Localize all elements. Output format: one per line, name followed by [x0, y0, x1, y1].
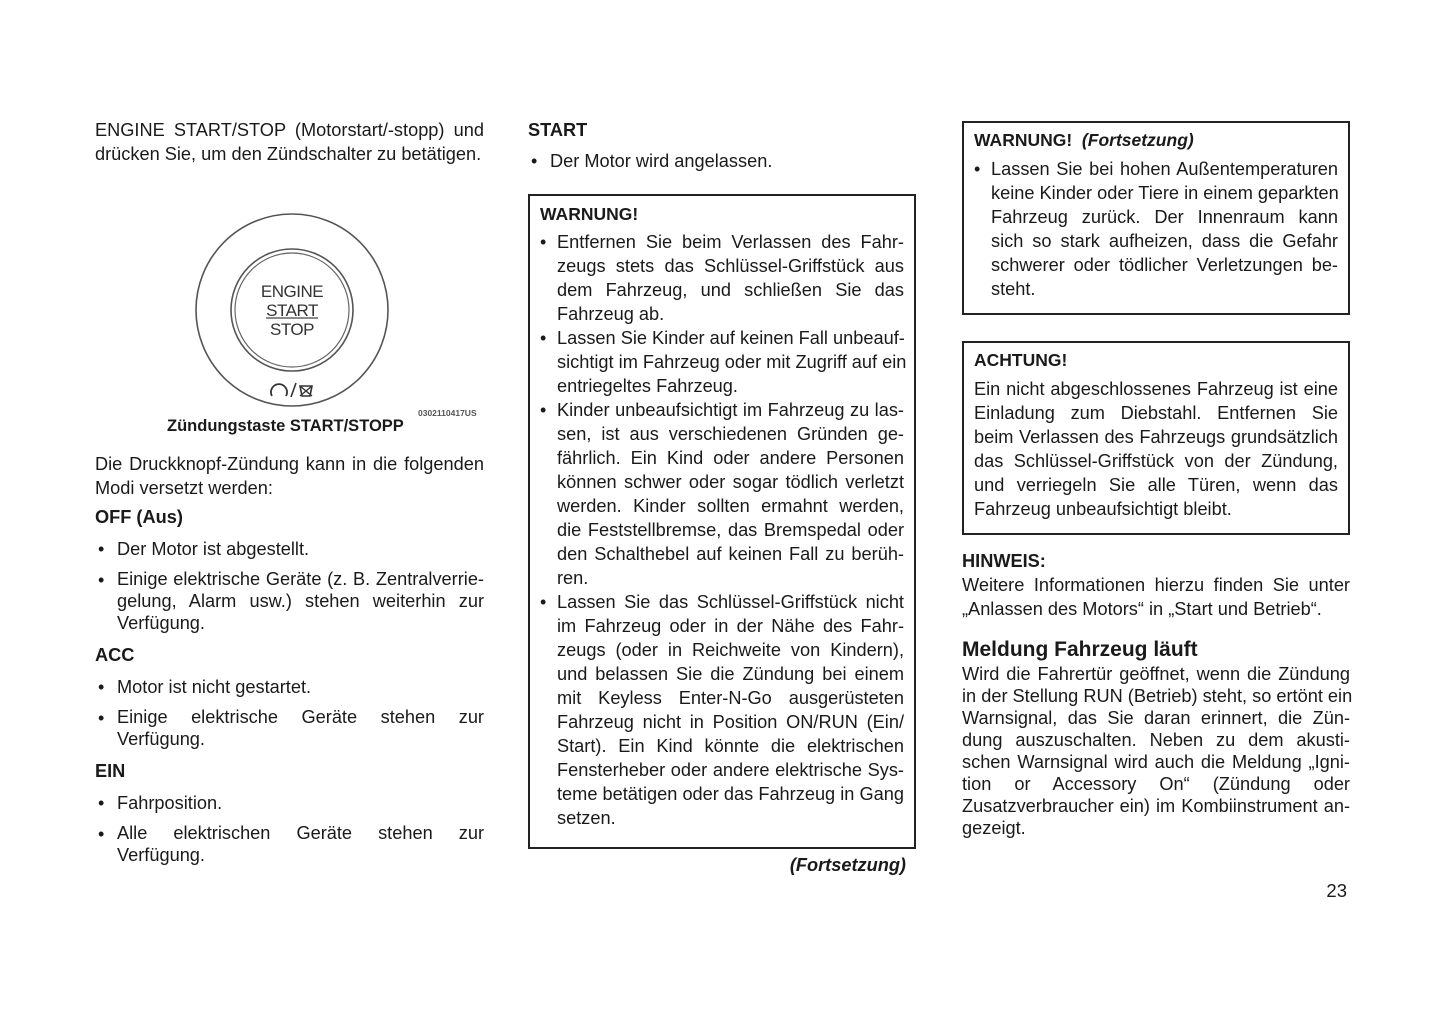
bullet-icon: •	[540, 592, 547, 612]
bullet-icon: •	[540, 328, 547, 348]
bullet-icon: •	[98, 539, 105, 559]
text-line: dem Fahrzeug, und schließen Sie das	[557, 280, 904, 300]
text-line: im Fahrzeug oder in der Nähe des Fahr-	[557, 616, 904, 636]
button-label-stop: STOP	[270, 320, 314, 339]
text-line: Fahrzeug ab.	[557, 304, 665, 324]
text-line: keine Kinder oder Tiere in einem geparkten	[991, 183, 1339, 203]
text-line: Lassen Sie Kinder auf keinen Fall unbeauf-	[557, 328, 905, 348]
section-heading-start: START	[528, 120, 588, 140]
list-item	[95, 791, 484, 815]
section-heading-ein: EIN	[95, 761, 126, 781]
text-line: Alle elektrischen Geräte stehen zur	[117, 823, 484, 843]
bullet-icon: •	[98, 824, 105, 844]
list-item	[540, 590, 904, 830]
warning-bullets	[540, 230, 907, 830]
list-item	[95, 537, 484, 561]
list-item	[95, 706, 484, 750]
modes-intro	[95, 452, 484, 500]
text-line: tion or Accessory On“ (Zündung oder	[962, 774, 1350, 794]
bullet-icon: •	[98, 793, 105, 813]
bullet-icon: •	[98, 570, 105, 590]
text-line: Fahrzeug nicht in Position ON/RUN (Ein/	[557, 712, 904, 732]
text-line: ENGINE START/STOP (Motorstart/-stopp) und	[95, 120, 484, 140]
warning-continued-title	[974, 128, 1194, 152]
figure-id: 0302110417US	[418, 408, 477, 418]
text-line: das Schlüssel-Griffstück von der Zündung,	[974, 451, 1338, 471]
text-line: Wird die Fahrertür geöffnet, wenn die Zündung	[962, 664, 1350, 684]
text-line: steht.	[991, 279, 1036, 299]
caution-title: ACHTUNG!	[974, 350, 1068, 370]
text-line: Start). Ein Kind könnte die elektrischen	[557, 736, 904, 756]
text-line: Lassen Sie bei hohen Außentemperaturen	[991, 159, 1338, 179]
warning-title: WARNUNG!	[540, 204, 639, 224]
text-line: zeugs stets das Schlüssel-Griffstück aus	[557, 256, 904, 276]
text-line: zeugs (oder in Reichweite von Kindern),	[557, 640, 904, 660]
page-number: 23	[1326, 880, 1347, 901]
text-line: Ein nicht abgeschlossenes Fahrzeug ist eine	[974, 379, 1338, 399]
list-item	[974, 157, 1338, 301]
text-line: sichtigt im Fahrzeug oder mit Zugriff auf ein	[557, 352, 907, 372]
note-title: HINWEIS:	[962, 551, 1046, 571]
bullet-icon: •	[531, 151, 538, 171]
text-line: Modi versetzt werden:	[95, 478, 273, 498]
list-item	[95, 822, 484, 866]
vehicle-running-text	[962, 663, 1353, 839]
text-line: Einige elektrische Geräte stehen zur	[117, 707, 484, 727]
text-line: schwerer oder tödlicher Verletzungen be-	[991, 255, 1338, 275]
text-line: ren.	[557, 568, 589, 588]
text-line: Der Motor ist abgestellt.	[117, 539, 310, 559]
text-line: entriegeltes Fahrzeug.	[557, 376, 738, 396]
text-line: in der Stellung RUN (Betrieb) steht, so ertönt ein	[962, 686, 1353, 706]
text-line: Entfernen Sie beim Verlassen des Fahr-	[557, 232, 904, 252]
warning-continued-box	[962, 121, 1350, 315]
text-line: sich so stark aufheizen, dass die Gefahr	[991, 231, 1338, 251]
text-line: dung auszuschalten. Neben zu dem akusti-	[962, 730, 1350, 750]
note-text	[962, 573, 1350, 621]
text-line: drücken Sie, um den Zündschalter zu betätigen.	[95, 144, 482, 164]
list-item	[540, 398, 904, 590]
text-line: Einladung zum Diebstahl. Entfernen Sie	[974, 403, 1338, 423]
text-line: Verfügung.	[117, 729, 205, 749]
text-line: fährlich. Ein Kind oder andere Personen	[557, 448, 904, 468]
text-line: den Schalthebel auf keinen Fall zu berüh-	[557, 544, 904, 564]
text-line: Fensterheber oder andere elektrische Sys-	[557, 760, 904, 780]
text-line: Zusatzverbraucher ein) im Kombiinstrument an-	[962, 796, 1350, 816]
text-line: Lassen Sie das Schlüssel-Griffstück nicht	[557, 592, 904, 612]
bullet-icon: •	[540, 400, 547, 420]
list-item	[528, 149, 916, 173]
text-line: die Feststellbremse, das Bremspedal oder	[557, 520, 904, 540]
text-line: können schwer oder sogar tödlich verletzt	[557, 472, 904, 492]
text-line: werden. Kinder sollten ermahnt werden,	[557, 496, 904, 516]
continued-label: (Fortsetzung)	[789, 855, 906, 875]
section-heading-vehicle-running: Meldung Fahrzeug läuft	[962, 638, 1198, 661]
text-line: mit Keyless Enter-N-Go ausgerüsteten	[557, 688, 904, 708]
text-line: Fahrzeug unbeaufsichtigt bleibt.	[974, 499, 1232, 519]
text-line: teme betätigen oder das Fahrzeug in Gang	[557, 784, 904, 804]
text-line: Fahrposition.	[117, 793, 223, 813]
caution-box	[962, 341, 1350, 535]
bullet-icon: •	[974, 159, 981, 179]
text-line: und verriegeln Sie alle Türen, wenn das	[974, 475, 1338, 495]
button-label-start: START	[266, 301, 318, 320]
caution-text	[974, 377, 1338, 521]
bullet-icon: •	[98, 708, 105, 728]
text-line: Kinder unbeaufsichtigt im Fahrzeug zu las-	[557, 400, 904, 420]
intro-paragraph	[95, 118, 484, 166]
list-item	[95, 568, 484, 634]
text-line: setzen.	[557, 808, 616, 828]
keyfob-brake-symbol-icon	[269, 378, 317, 400]
text-line: Verfügung.	[117, 845, 205, 865]
text-line: und belassen Sie die Zündung bei einem	[557, 664, 904, 684]
list-item	[95, 675, 484, 699]
warning-title-suffix: (Fortsetzung)	[1081, 130, 1194, 150]
bullet-icon: •	[98, 677, 105, 697]
text-line: Verfügung.	[117, 613, 205, 633]
text-line: Motor ist nicht gestartet.	[117, 677, 312, 697]
text-line: Weitere Informationen hierzu finden Sie unter	[962, 575, 1350, 595]
warning-title: WARNUNG!	[974, 130, 1073, 150]
list-item	[540, 230, 904, 326]
figure-caption: Zündungstaste START/STOPP	[167, 417, 404, 435]
section-heading-acc: ACC	[95, 645, 135, 665]
text-line: schen Warnsignal wird auch die Meldung „Igni-	[962, 752, 1350, 772]
text-line: beim Verlassen des Fahrzeugs grundsätzlich	[974, 427, 1338, 447]
text-line: Einige elektrische Geräte (z. B. Zentralverrie-	[117, 569, 484, 589]
text-line: gezeigt.	[962, 818, 1026, 838]
warning-box	[528, 194, 916, 849]
text-line: Warnsignal, das Sie daran erinnert, die Zün-	[962, 708, 1350, 728]
text-line: Der Motor wird angelassen.	[550, 151, 773, 171]
text-line: gelung, Alarm usw.) stehen weiterhin zur	[117, 591, 484, 611]
list-item	[540, 326, 907, 398]
text-line: sen, ist aus verschiedenen Gründen ge-	[557, 424, 904, 444]
text-line: „Anlassen des Motors“ in „Start und Betrieb“.	[962, 599, 1322, 619]
ignition-button-figure	[194, 212, 390, 408]
section-heading-off: OFF (Aus)	[95, 507, 183, 527]
text-line: Die Druckknopf-Zündung kann in die folgenden	[95, 454, 484, 474]
text-line: Fahrzeug zurück. Der Innenraum kann	[991, 207, 1338, 227]
bullet-icon: •	[540, 232, 547, 252]
button-label-engine: ENGINE	[260, 282, 324, 301]
